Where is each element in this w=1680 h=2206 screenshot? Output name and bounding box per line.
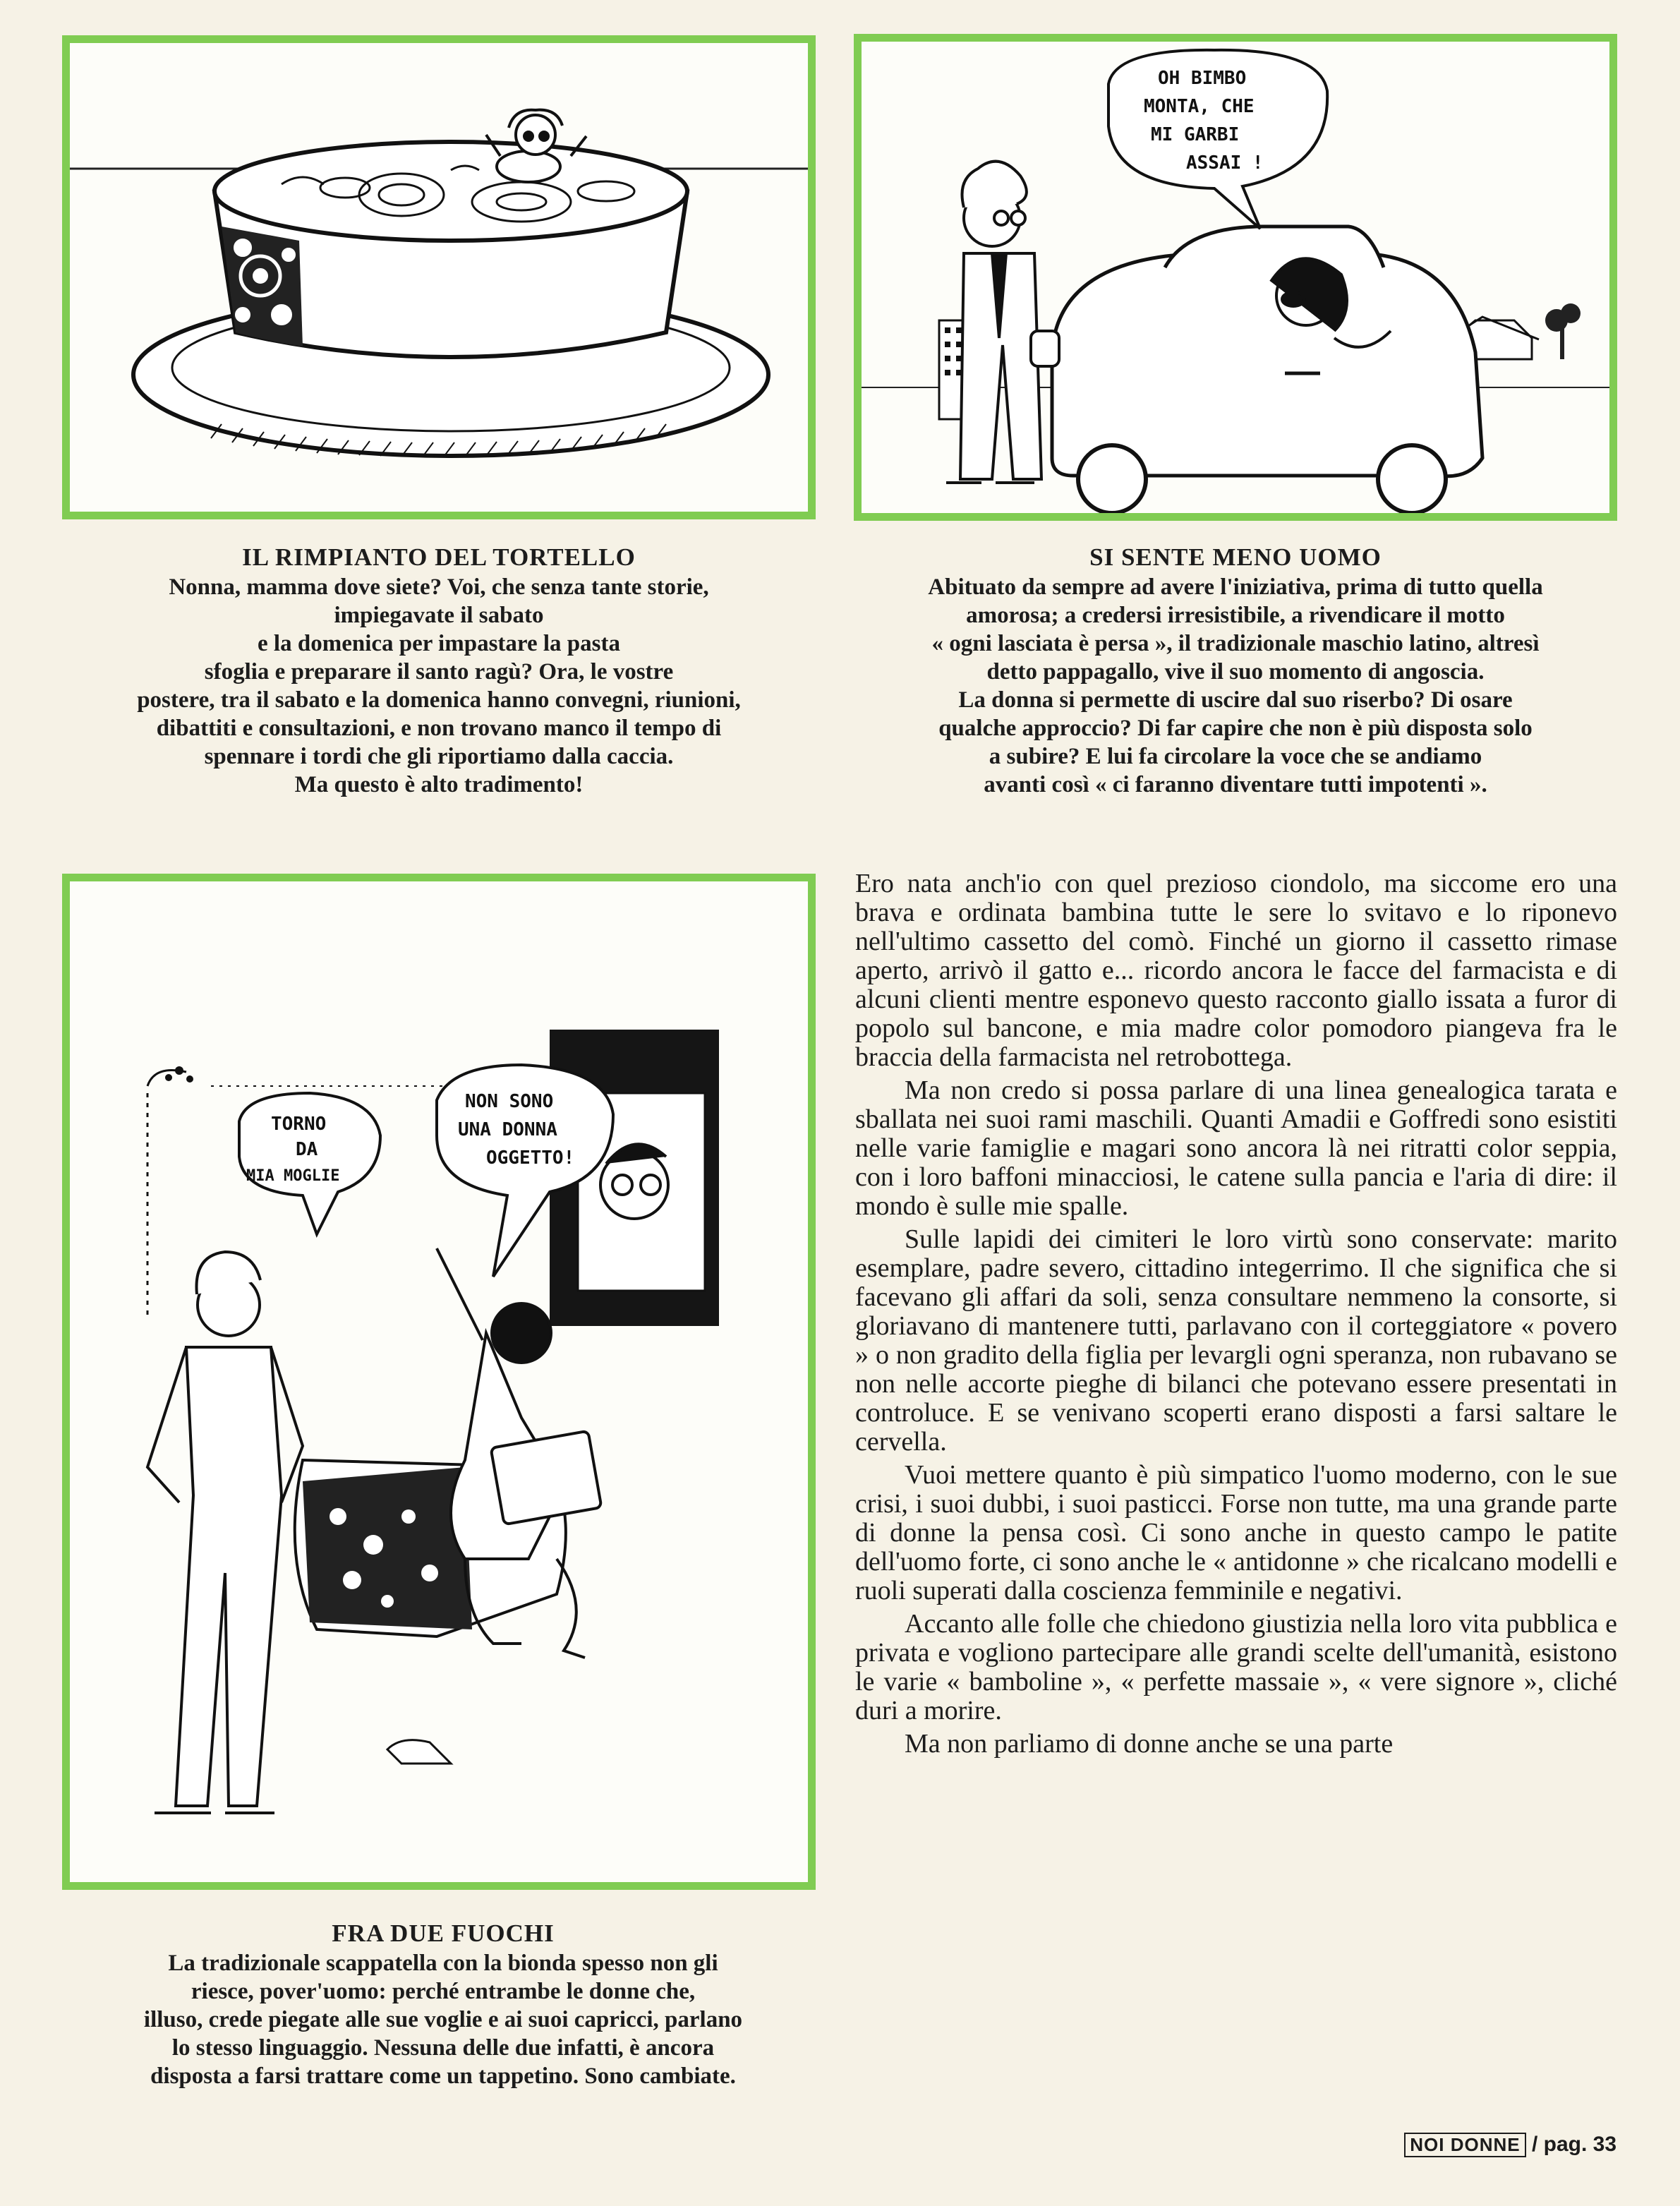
bubble-line: DA [296,1139,318,1160]
bubble-line: MI GARBI [1151,124,1240,145]
caption-line: riesce, pover'uomo: perché entrambe le donne che, [191,1979,696,2004]
caption-line: Ma questo è alto tradimento! [294,772,584,797]
bubble-line: OGGETTO! [486,1147,575,1169]
caption-title: SI SENTE MENO UOMO [1089,543,1382,571]
caption-line: « ogni lasciata è persa », il tradizionale maschio latino, altresì [931,631,1540,656]
bubble-line: NON SONO [465,1091,554,1112]
bubble-line: OH BIMBO [1158,68,1247,89]
caption-line: avanti così « ci faranno diventare tutti impotenti ». [984,772,1487,797]
article-paragraph: Ma non parliamo di donne anche se una parte [905,1729,1394,1759]
caption-line: postere, tra il sabato e la domenica hanno convegni, riunioni, [137,687,741,713]
caption-line: impiegavate il sabato [334,603,544,628]
tortello-illustration [70,43,808,512]
bubble-line: MIA MOGLIE [246,1167,340,1185]
bubble-line: MONTA, CHE [1144,96,1255,117]
bubble-line: UNA DONNA [458,1119,557,1140]
caption-line: spennare i tordi che gli riportiamo dalla caccia. [204,744,674,769]
caption-line: sfoglia e preparare il santo ragù? Ora, le vostre [204,659,674,685]
caption-line: disposta a farsi trattare come un tappetino. Sono cambiate. [150,2063,736,2089]
cartoon-tortello-frame [62,35,816,519]
article-body [855,869,1617,1759]
caption-fuochi [62,1919,824,2090]
caption-line: amorosa; a credersi irresistibile, a rivendicare il motto [966,603,1505,628]
caption-line: qualche approccio? Di far capire che non è più disposta solo [938,716,1533,741]
caption-line: La tradizionale scappatella con la bionda spesso non gli [168,1951,718,1976]
caption-line: e la domenica per impastare la pasta [258,631,620,656]
bubble-line: TORNO [271,1114,327,1135]
car-scene-illustration [862,42,1609,513]
article-paragraph: Accanto alle folle che chiedono giustizia nella loro vita pubblica e privata e vogliono partecipare alle grandi scelte dell'umanità, esistono le varie « bamboline », « perfette massaie », « vere signore », cliché duri a morire. [855,1609,1617,1725]
article-paragraph: Vuoi mettere quanto è più simpatico l'uomo moderno, con le sue crisi, i suoi dubbi, i suoi pasticci. Forse non tutte, ma una grande parte di donne la pensa così. Ci sono anche in questo campo le patite dell'uomo forte, ci sono anche le « antidonne » che ricalcano modelli e ruoli superati dalla coscienza femminile e negativi. [855,1460,1617,1605]
cartoon-fuochi-frame [62,874,816,1890]
caption-line: lo stesso linguaggio. Nessuna delle due infatti, è ancora [171,2035,715,2061]
article-paragraph: Sulle lapidi dei cimiteri le loro virtù sono conservate: marito esemplare, padre severo, cittadino integerrimo. Il che significa che si facevano gli affari da soli, senza consultare nemmeno la consorte, si gloriavano di mantenere tutti, parlavano con il corteggiatore « povero » o non gradito della figlia per levargli ogni speranza, non rubavano se non nelle accorte pieghe di bilanci che potevano essere presentati in controluce. E se venivano scoperti erano disposti a farsi saltare le cervella. [855,1224,1617,1457]
caption-line: a subire? E lui fa circolare la voce che se andiamo [989,744,1482,769]
caption-line: illuso, crede piegate alle sue voglie e ai suoi capricci, parlano [143,2007,743,2032]
caption-title: IL RIMPIANTO DEL TORTELLO [242,543,636,571]
caption-line: Abituato da sempre ad avere l'iniziativa, prima di tutto quella [928,574,1543,600]
caption-line: detto pappagallo, vive il suo momento di angoscia. [986,659,1485,685]
bedroom-scene-illustration [70,881,808,1882]
page-number: pag. 33 [1543,2133,1616,2156]
caption-tortello [62,543,816,799]
article-paragraph: Ero nata anch'io con quel prezioso ciondolo, ma siccome ero una brava e ordinata bambina tutte le sere lo svitavo e lo riponevo nell'ultimo cassetto del comò. Finché un giorno il cassetto rimase aperto, arrivò il gatto e... ricordo ancora le facce del farmacista e di alcuni clienti mentre esponevo questo racconto giallo issata a furor di popolo sul bancone, e mia madre color pomodoro piangeva fra le braccia della farmacista nel retrobottega. [855,869,1617,1072]
caption-uomo [854,543,1617,799]
magazine-logo: NOI DONNE [1404,2133,1525,2157]
bubble-line: ASSAI ! [1186,152,1264,174]
caption-title: FRA DUE FUOCHI [332,1919,555,1947]
caption-line: Nonna, mamma dove siete? Voi, che senza tante storie, [169,574,709,600]
cartoon-uomo-frame [854,34,1617,521]
article-paragraph: Ma non credo si possa parlare di una linea genealogica tarata e sballata nei suoi rami maschili. Quanti Amadii e Goffredi sono esistiti nelle varie famiglie e magari sono ancora là nei ritratti color seppia, con i loro baffoni minacciosi, le catene sulla pancia e l'aria di dire: il mondo è sulle mie spalle. [855,1075,1617,1221]
footer-separator: / [1531,2133,1538,2156]
caption-line: La donna si permette di uscire dal suo riserbo? Di osare [958,687,1513,713]
caption-line: dibattiti e consultazioni, e non trovano manco il tempo di [156,716,722,741]
page-footer [1404,2133,1616,2157]
